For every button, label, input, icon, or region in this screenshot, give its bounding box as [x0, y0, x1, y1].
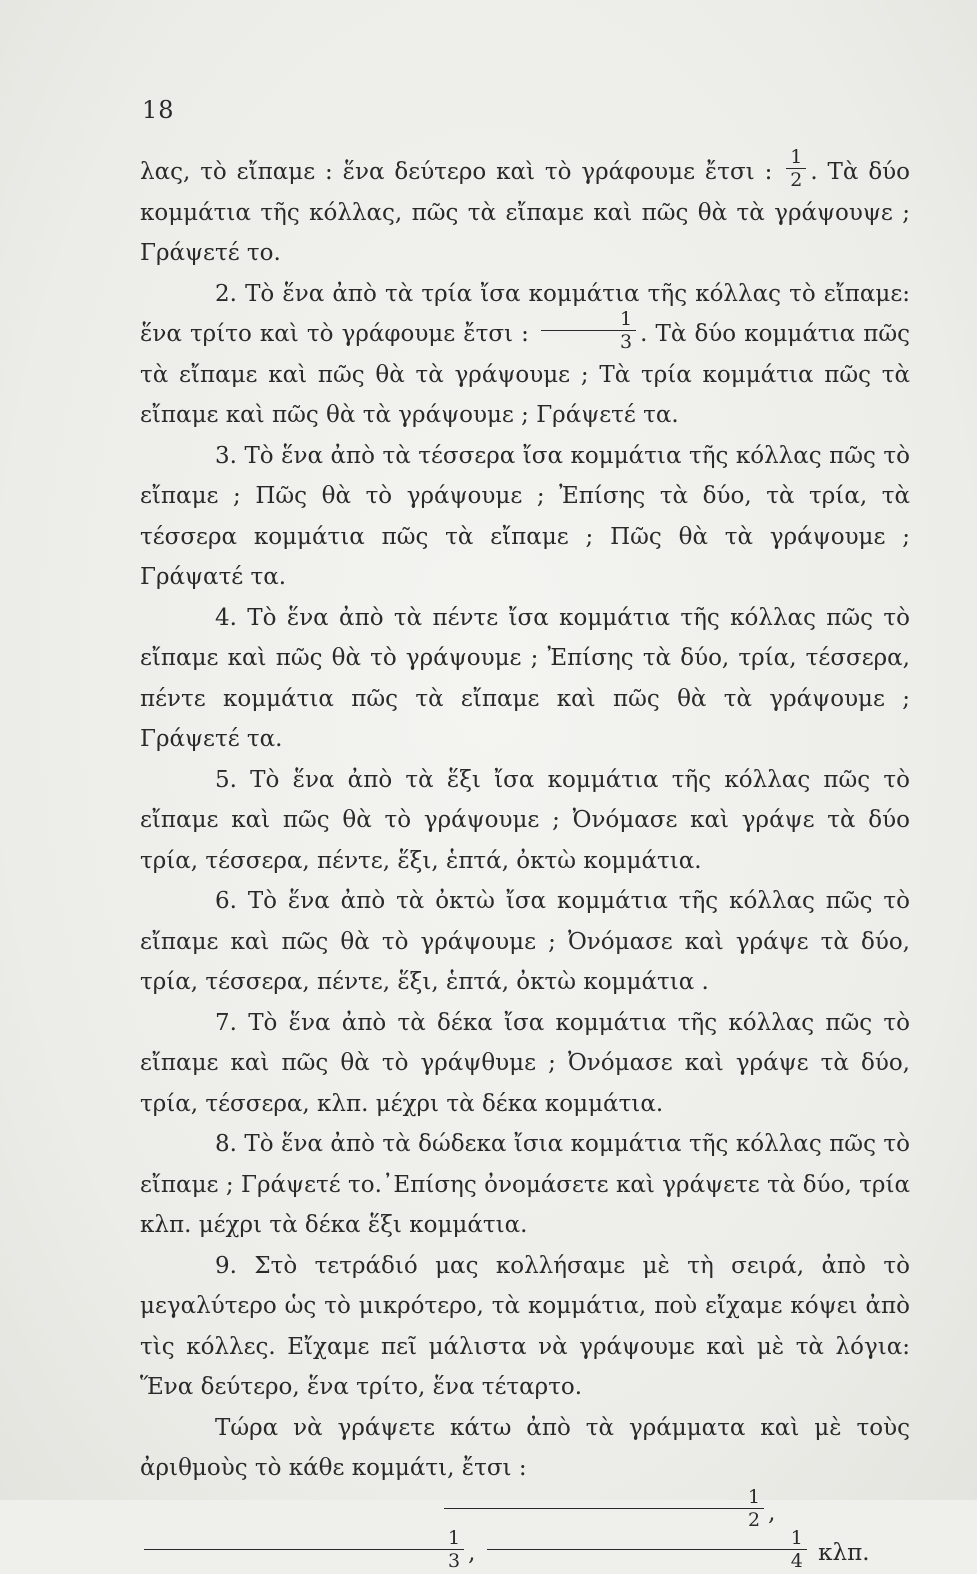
fraction-one-half: $\frac{1}{2}$ [786, 146, 806, 191]
fraction-one-third: $\frac{1}{3}$ [541, 308, 636, 353]
paragraph-7: 7. Τὸ ἕνα ἀπὸ τὰ δέκα ἴσα κομμάτια τῆς κόλλας πῶς τὸ εἴπαμε καὶ πῶς θὰ τὸ γράψθυμε ; Ὀνόμασε καὶ γράψε τὰ δύο, τρία, τέσσερα, κλπ. μέχρι τὰ δέκα κομμάτια. [140, 1009, 910, 1117]
etc-text: κλπ. [818, 1540, 870, 1566]
paragraph-text: 2. Τὸ ἕνα ἀπὸ τὰ τρία ἴσα κομμάτια τῆς κόλλας τὸ εἴπαμε: ἕνα τρίτο καὶ τὸ γράφουμε ἔτσι : [140, 280, 910, 347]
paragraph-text: λας, τὸ εἴπαμε : ἕνα δεύτερο καὶ τὸ γράφουμε ἔτσι : [140, 159, 773, 185]
paragraph-text: . Τὰ δύο κομμάτια πῶς τὰ εἴπαμε καὶ πῶς θὰ τὰ γράψουμε ; Τὰ τρία κομμάτια πῶς τὰ εἴπαμε καὶ πῶς θὰ τὰ γράψουμε ; Γράψετέ τα. [140, 321, 911, 428]
paragraph-text: . Τὰ δύο κομμάτια τῆς κόλλας, πῶς τὰ εἴπαμε καὶ πῶς θὰ τὰ γράψουψε ; Γράψετέ το. [140, 159, 910, 266]
paragraph-6: 6. Τὸ ἕνα ἀπὸ τὰ ὀκτὼ ἴσα κομμάτια τῆς κόλλας πῶς τὸ εἴπαμε καὶ πῶς θὰ τὸ γράψουμε ; Ὀνόμασε καὶ γράψε τὰ δύο, τρία, τέσσερα, πέντε, ἕξι, ἑπτά, ὀκτὼ κομμάτια . [140, 888, 910, 995]
page-number: 18 [142, 96, 175, 124]
paragraph-8: 8. Τὸ ἕνα ἀπὸ τὰ δώδεκα ἴσια κομμάτια τῆς κόλλας πῶς τὸ εἴπαμε ; Γράψετέ το.᾿Επίσης ὀνομάσετε καὶ γράψετε τὰ δύο, τρία κλπ. μέχρι τὰ δέκα ἕξι κομμάτια. [140, 1131, 910, 1238]
paragraph-5: 5. Τὸ ἕνα ἀπὸ τὰ ἕξι ἴσα κομμάτια τῆς κόλλας πῶς τὸ εἴπαμε καὶ πῶς θὰ τὸ γράψουμε ; Ὀνόμασε καὶ γράψε τὰ δύο τρία, τέσσερα, πέντε, ἕξι, ἑπτά, ὀκτὼ κομμάτια. [140, 766, 910, 874]
fractions-example: $\frac{1}{2}$ , $\frac{1}{3}$ , $\frac{1}{4}$ κλπ. [140, 1493, 910, 1574]
paragraph-text: Τώρα νὰ γράψετε κάτω ἀπὸ τὰ γράμματα καὶ μὲ τοὺς ἀριθμοὺς τὸ κάθε κομμάτι, ἔτσι : [140, 1414, 910, 1481]
paragraph-2 [140, 274, 910, 436]
paragraph-4: 4. Τὸ ἕνα ἀπὸ τὰ πέντε ἴσα κομμάτια τῆς κόλλας πῶς τὸ εἴπαμε καὶ πῶς θὰ τὸ γράψουμε ; Ἐπίσης τὰ δύο, τρία, τέσσερα, πέντε κομμάτια πῶς τὰ εἴπαμε καὶ πῶς θὰ τὰ γράψουμε ; Γράψετέ τα. [140, 604, 910, 752]
fraction-one-quarter-example: $\frac{1}{4}$ [487, 1527, 807, 1572]
paragraph-9: 9. Στὸ τετράδιό μας κολλήσαμε μὲ τὴ σειρά, ἀπὸ τὸ μεγαλύτερο ὡς τὸ μικρότερο, τὰ κομμάτια, ποὺ εἴχαμε κόψει ἀπὸ τὶς κόλλες. Εἴχαμε πεῖ μάλιστα νὰ γράψουμε καὶ μὲ τὰ λόγια: Ἕνα δεύτερο, ἕνα τρίτο, ἕνα τέταρτο. [140, 1252, 910, 1400]
paragraph-10 [140, 1408, 910, 1489]
fraction-one-third-example: $\frac{1}{3}$ [144, 1527, 464, 1572]
paragraph-continuation [140, 145, 910, 274]
paragraph-3: 3. Τὸ ἕνα ἀπὸ τὰ τέσσερα ἴσα κομμάτια τῆς κόλλας πῶς τὸ εἴπαμε ; Πῶς θὰ τὸ γράψουμε ; Ἐπίσης τὰ δύο, τὰ τρία, τὰ τέσσερα κομμάτια πῶς τὰ εἴπαμε ; Πῶς θὰ τὰ γράψουμε ; Γράψατέ τα. [140, 442, 910, 590]
fraction-one-half-example: $\frac{1}{2}$ [444, 1486, 764, 1531]
body-text [140, 145, 911, 1574]
